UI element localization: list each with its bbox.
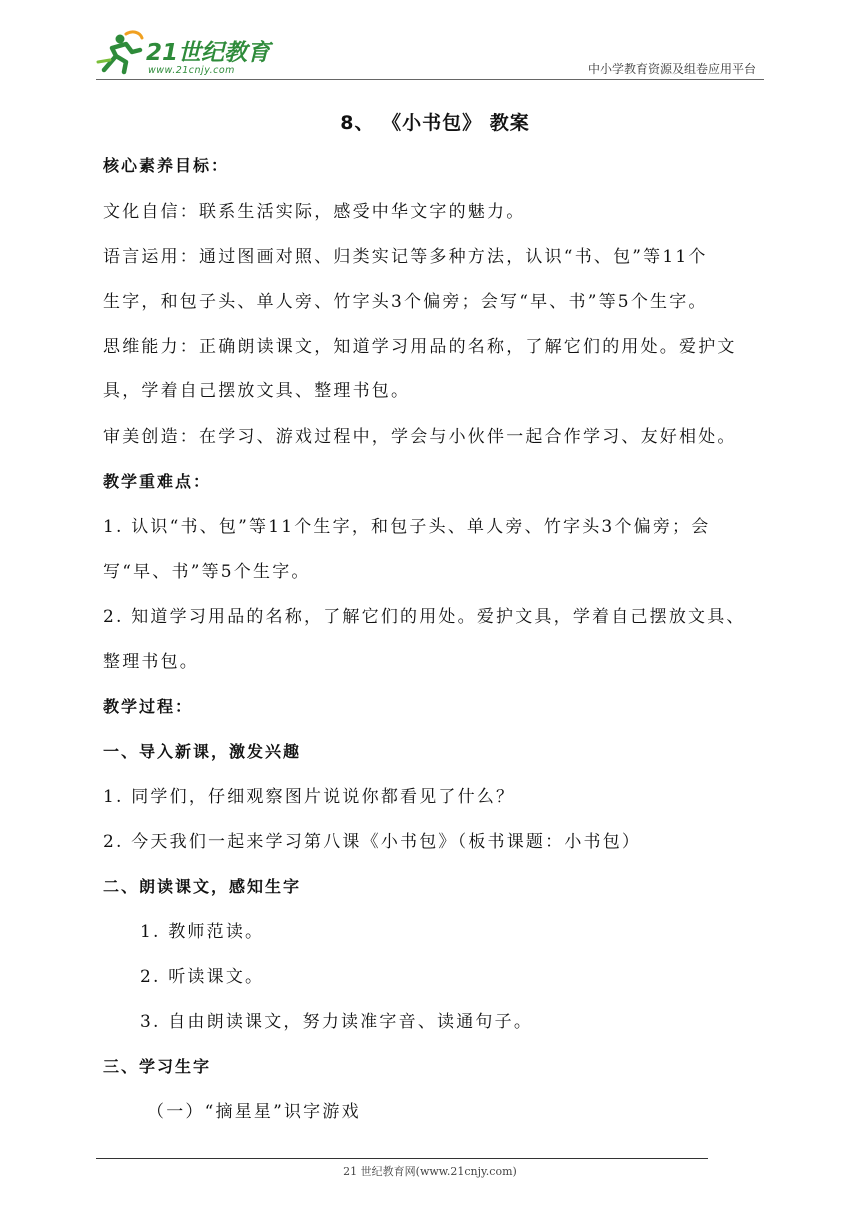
header-divider	[96, 79, 764, 80]
platform-name: 中小学教育资源及组卷应用平台	[587, 62, 756, 76]
part-3-sub-1: （一）“摘星星”识字游戏	[147, 1102, 361, 1122]
runner-icon	[98, 32, 142, 72]
goal-aesthetic: 审美创造：在学习、游戏过程中，学会与小伙伴一起合作学习、友好相处。	[103, 427, 737, 447]
page-footer: 21 世纪教育网(www.21cnjy.com)	[343, 1165, 517, 1178]
goal-culture: 文化自信：联系生活实际，感受中华文字的魅力。	[103, 202, 526, 222]
part-2-step-1: 1. 教师范读。	[140, 922, 265, 942]
section-heading-goals: 核心素养目标：	[103, 156, 230, 175]
goal-thinking-2: 具，学着自己摆放文具、整理书包。	[103, 381, 411, 401]
part-2-step-3: 3. 自由朗读课文，努力读准字音、读通句子。	[140, 1012, 534, 1032]
part-2-step-2: 2. 听读课文。	[140, 967, 265, 987]
logo-url: www.21cnjy.com	[148, 65, 235, 76]
key-point-1b: 写“早、书”等5个生字。	[103, 562, 311, 582]
part-3-heading: 三、学习生字	[103, 1057, 212, 1076]
key-point-1a: 1. 认识“书、包”等11个生字，和包子头、单人旁、竹字头3个偏旁；会	[103, 517, 711, 537]
part-1-step-1: 1. 同学们，仔细观察图片说说你都看见了什么？	[103, 787, 516, 807]
goal-thinking-1: 思维能力：正确朗读课文，知道学习用品的名称，了解它们的用处。爱护文	[103, 337, 737, 357]
section-heading-key-points: 教学重难点：	[103, 472, 212, 491]
site-logo	[96, 30, 296, 76]
key-point-2a: 2. 知道学习用品的名称，了解它们的用处。爱护文具，学着自己摆放文具、	[103, 607, 746, 627]
logo-graphic	[96, 30, 296, 76]
part-1-heading: 一、导入新课，激发兴趣	[103, 742, 302, 761]
section-heading-process: 教学过程：	[103, 697, 194, 716]
part-2-heading: 二、朗读课文，感知生字	[103, 877, 302, 896]
goal-language-1: 语言运用：通过图画对照、归类实记等多种方法，认识“书、包”等11个	[103, 247, 708, 267]
part-1-step-2: 2. 今天我们一起来学习第八课《小书包》（板书课题：小书包）	[103, 832, 642, 852]
footer-divider	[96, 1158, 708, 1159]
key-point-2b: 整理书包。	[103, 652, 199, 672]
goal-language-2: 生字，和包子头、单人旁、竹字头3个偏旁；会写“早、书”等5个生字。	[103, 292, 708, 312]
page-header	[96, 30, 764, 82]
logo-text: 21世纪教育	[146, 40, 271, 66]
page-title: 8、 《小书包》 教案	[340, 112, 530, 134]
